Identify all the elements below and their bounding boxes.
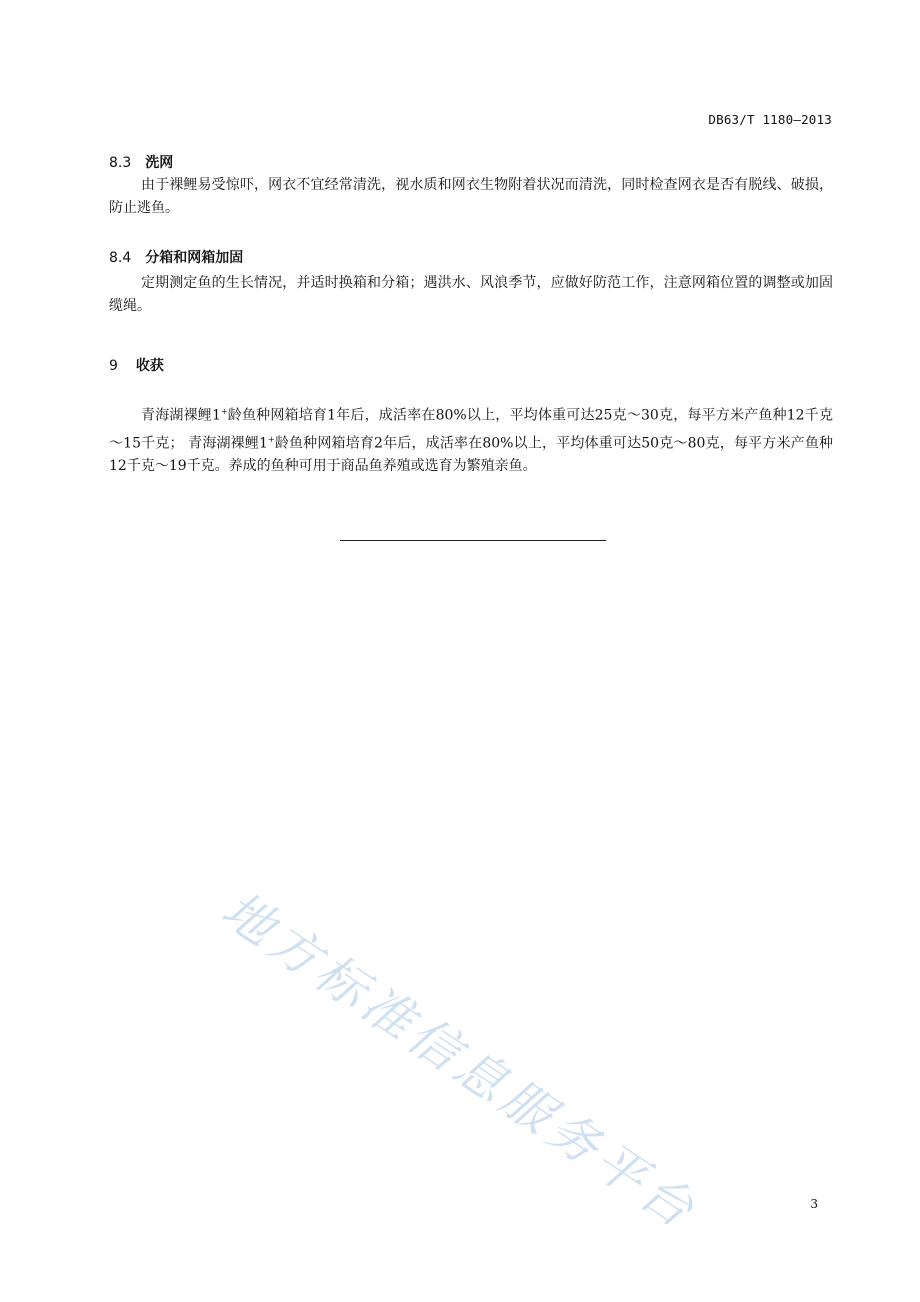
section-number: 8.4: [109, 250, 132, 266]
end-divider: [340, 540, 606, 541]
section-title: 收获: [135, 358, 164, 374]
section-heading-8-4: [109, 247, 243, 267]
section-heading-9: [109, 355, 164, 375]
section-paragraph-9: [109, 400, 833, 478]
section-title: 洗网: [145, 155, 174, 171]
section-number: 9: [109, 358, 118, 374]
page-number: 3: [810, 1197, 818, 1211]
document-code: DB63/T 1180—2013: [708, 112, 832, 127]
superscript: +: [220, 407, 228, 416]
section-title: 分箱和网箱加固: [145, 250, 244, 266]
superscript: +: [267, 434, 275, 444]
section-paragraph-8-3: 由于裸鲤易受惊吓，网衣不宜经常清洗，视水质和网衣生物附着状况而清洗，同时检查网衣是否有脱线、破损，防止逃鱼。: [109, 177, 833, 216]
paragraph-text: 青海湖裸鲤1: [141, 407, 221, 424]
paragraph-text: 龄鱼种网箱培育2年后，成活率在80%以上，平均体重可达50克～80克，每平方米产鱼种12千克～19千克。养成的鱼种可用于商品鱼养殖或选育为繁殖亲鱼。: [109, 435, 833, 475]
paragraph-text: 龄鱼种网箱培育1年后，成活率在80%以上，平均体重可达25克～30克，每平方米产鱼种12千克～15千克； 青海湖裸鲤1: [109, 407, 833, 452]
section-paragraph-8-4: 定期测定鱼的生长情况，并适时换箱和分箱；遇洪水、风浪季节，应做好防范工作，注意网箱位置的调整或加固缆绳。: [109, 275, 833, 314]
section-number: 8.3: [109, 155, 132, 171]
watermark: 地方标准信息服务平台: [211, 880, 709, 1242]
section-heading-8-3: [109, 152, 173, 172]
